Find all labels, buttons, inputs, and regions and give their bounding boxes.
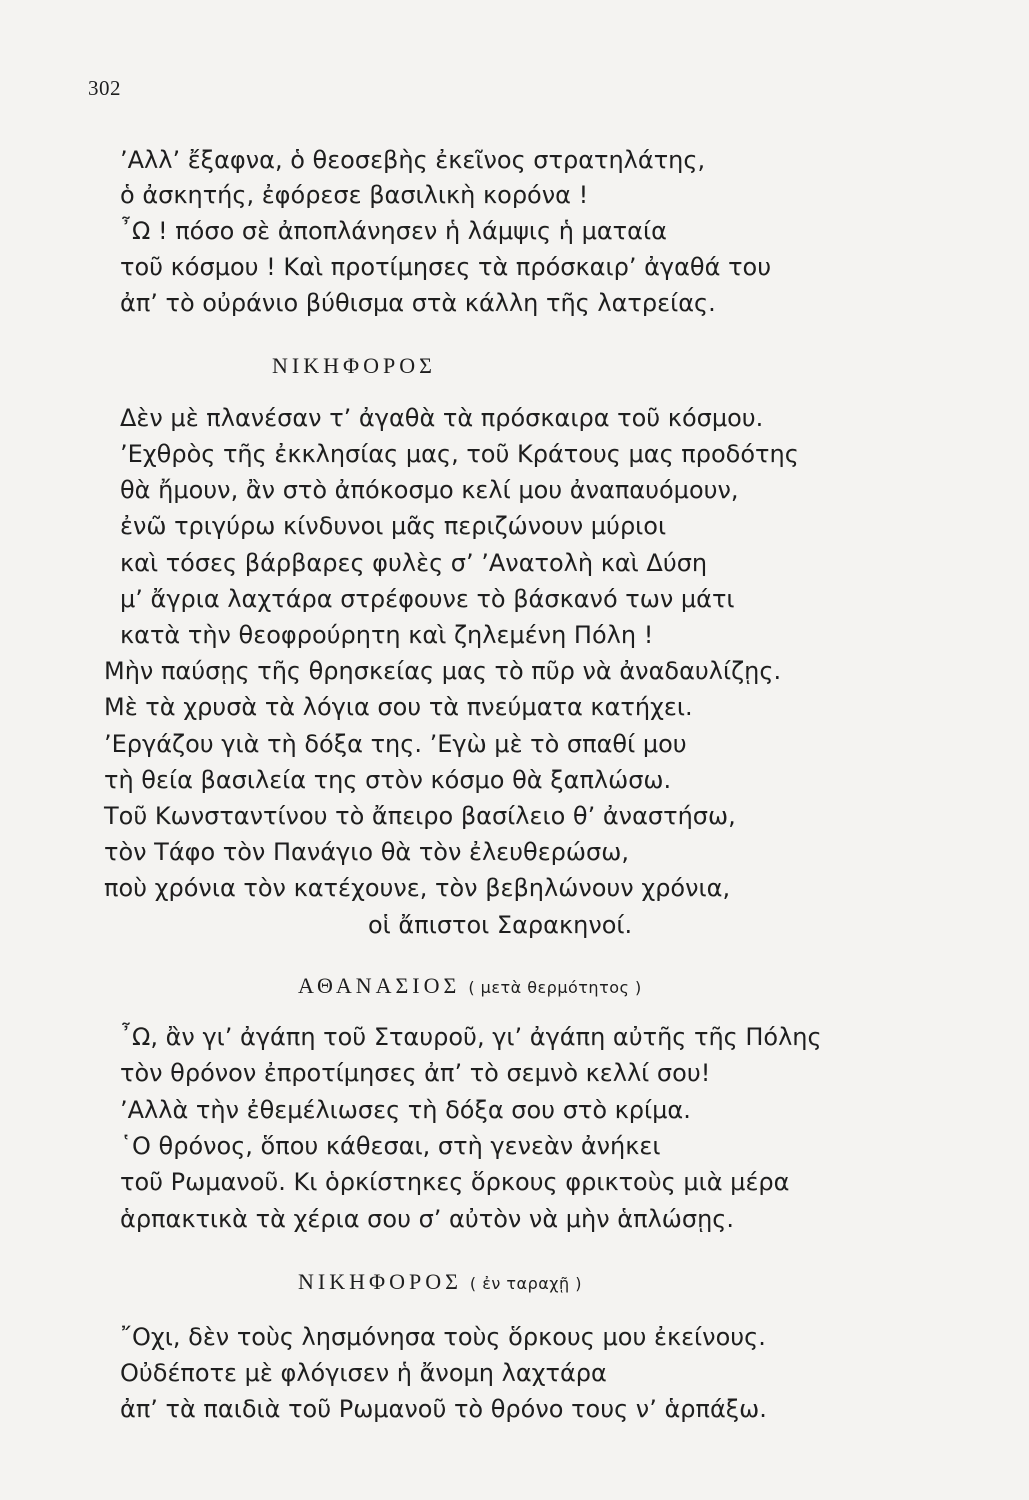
verse-line: τοῦ κόσμου ! Καὶ προτίμησες τὰ πρόσκαιρ’ ἀγαθά του xyxy=(120,253,772,281)
speaker-name: ΝΙΚΗΦΟΡΟΣ xyxy=(272,353,436,378)
verse-line: καὶ τόσες βάρβαρες φυλὲς σ’ ’Ανατολὴ καὶ Δύση xyxy=(120,549,708,577)
verse-line: Οὐδέποτε μὲ φλόγισεν ἡ ἄνομη λαχτάρα xyxy=(120,1359,607,1387)
verse-line: ῎Οχι, δὲν τοὺς λησμόνησα τοὺς ὅρκους μου ἐκείνους. xyxy=(120,1323,766,1351)
speaker-name: ΑΘΑΝΑΣΙΟΣ xyxy=(298,973,461,998)
verse-line: Μὴν παύσῃς τῆς θρησκείας μας τὸ πῦρ νὰ ἀναδαυλίζῃς. xyxy=(104,657,782,685)
verse-line: ῏Ω, ἂν γι’ ἀγάπη τοῦ Σταυροῦ, γι’ ἀγάπη αὐτῆς τῆς Πόλης xyxy=(120,1023,822,1051)
verse-line: θὰ ἤμουν, ἂν στὸ ἀπόκοσμο κελί μου ἀναπαυόμουν, xyxy=(120,476,739,504)
verse-line: οἱ ἄπιστοι Σαρακηνοί. xyxy=(368,911,633,939)
stage-direction: ( μετὰ θερμότητος ) xyxy=(468,978,642,997)
verse-line: ἁρπακτικὰ τὰ χέρια σου σ’ αὐτὸν νὰ μὴν ἁπλώσῃς. xyxy=(120,1205,735,1233)
verse-line: ἀπ’ τὰ παιδιὰ τοῦ Ρωμανοῦ τὸ θρόνο τους ν’ ἁρπάξω. xyxy=(120,1395,767,1423)
verse-line: ’Αλλ’ ἔξαφνα, ὁ θεοσεβὴς ἐκεῖνος στρατηλάτης, xyxy=(120,146,706,174)
verse-line: Μὲ τὰ χρυσὰ τὰ λόγια σου τὰ πνεύματα κατήχει. xyxy=(104,693,693,721)
verse-line: μ’ ἄγρια λαχτάρα στρέφουνε τὸ βάσκανό των μάτι xyxy=(120,585,735,613)
speaker-heading xyxy=(298,972,642,1002)
verse-line: ’Εργάζου γιὰ τὴ δόξα της. ’Εγὼ μὲ τὸ σπαθί μου xyxy=(104,730,687,758)
speaker-heading xyxy=(272,352,436,380)
verse-line: ἐνῶ τριγύρω κίνδυνοι μᾶς περιζώνουν μύριοι xyxy=(120,512,667,540)
verse-line: Δὲν μὲ πλανέσαν τ’ ἀγαθὰ τὰ πρόσκαιρα τοῦ κόσμου. xyxy=(120,404,764,432)
stage-direction: ( ἐν ταραχῇ ) xyxy=(469,1274,582,1293)
speaker-name: ΝΙΚΗΦΟΡΟΣ xyxy=(298,1269,462,1294)
verse-line: τὴ θεία βασιλεία της στὸν κόσμο θὰ ξαπλώσω. xyxy=(104,766,672,794)
verse-line: τὸν θρόνον ἐπροτίμησες ἀπ’ τὸ σεμνὸ κελλί σου! xyxy=(120,1059,711,1087)
verse-line: τὸν Τάφο τὸν Πανάγιο θὰ τὸν ἐλευθερώσω, xyxy=(104,838,629,866)
verse-line: ’Εχθρὸς τῆς ἐκκλησίας μας, τοῦ Κράτους μας προδότης xyxy=(120,440,799,468)
page-number: 302 xyxy=(88,76,121,100)
verse-line: ῾Ο θρόνος, ὅπου κάθεσαι, στὴ γενεὰν ἀνήκει xyxy=(120,1132,661,1160)
verse-line: κατὰ τὴν θεοφρούρητη καὶ ζηλεμένη Πόλη ! xyxy=(120,621,654,649)
verse-line: ῏Ω ! πόσο σὲ ἀποπλάνησεν ἡ λάμψις ἡ ματαία xyxy=(120,217,667,245)
speaker-heading xyxy=(298,1268,582,1298)
verse-line: ποὺ χρόνια τὸν κατέχουνε, τὸν βεβηλώνουν χρόνια, xyxy=(104,874,731,902)
verse-line: ἀπ’ τὸ οὐράνιο βύθισμα στὰ κάλλη τῆς λατρείας. xyxy=(120,289,716,317)
verse-line: ’Αλλὰ τὴν ἐθεμέλιωσες τὴ δόξα σου στὸ κρίμα. xyxy=(120,1096,691,1124)
verse-line: τοῦ Ρωμανοῦ. Κι ὁρκίστηκες ὅρκους φρικτοὺς μιὰ μέρα xyxy=(120,1168,790,1196)
verse-line: ὁ ἀσκητής, ἐφόρεσε βασιλικὴ κορόνα ! xyxy=(120,181,589,209)
verse-line: Τοῦ Κωνσταντίνου τὸ ἄπειρο βασίλειο θ’ ἀναστήσω, xyxy=(104,802,736,830)
